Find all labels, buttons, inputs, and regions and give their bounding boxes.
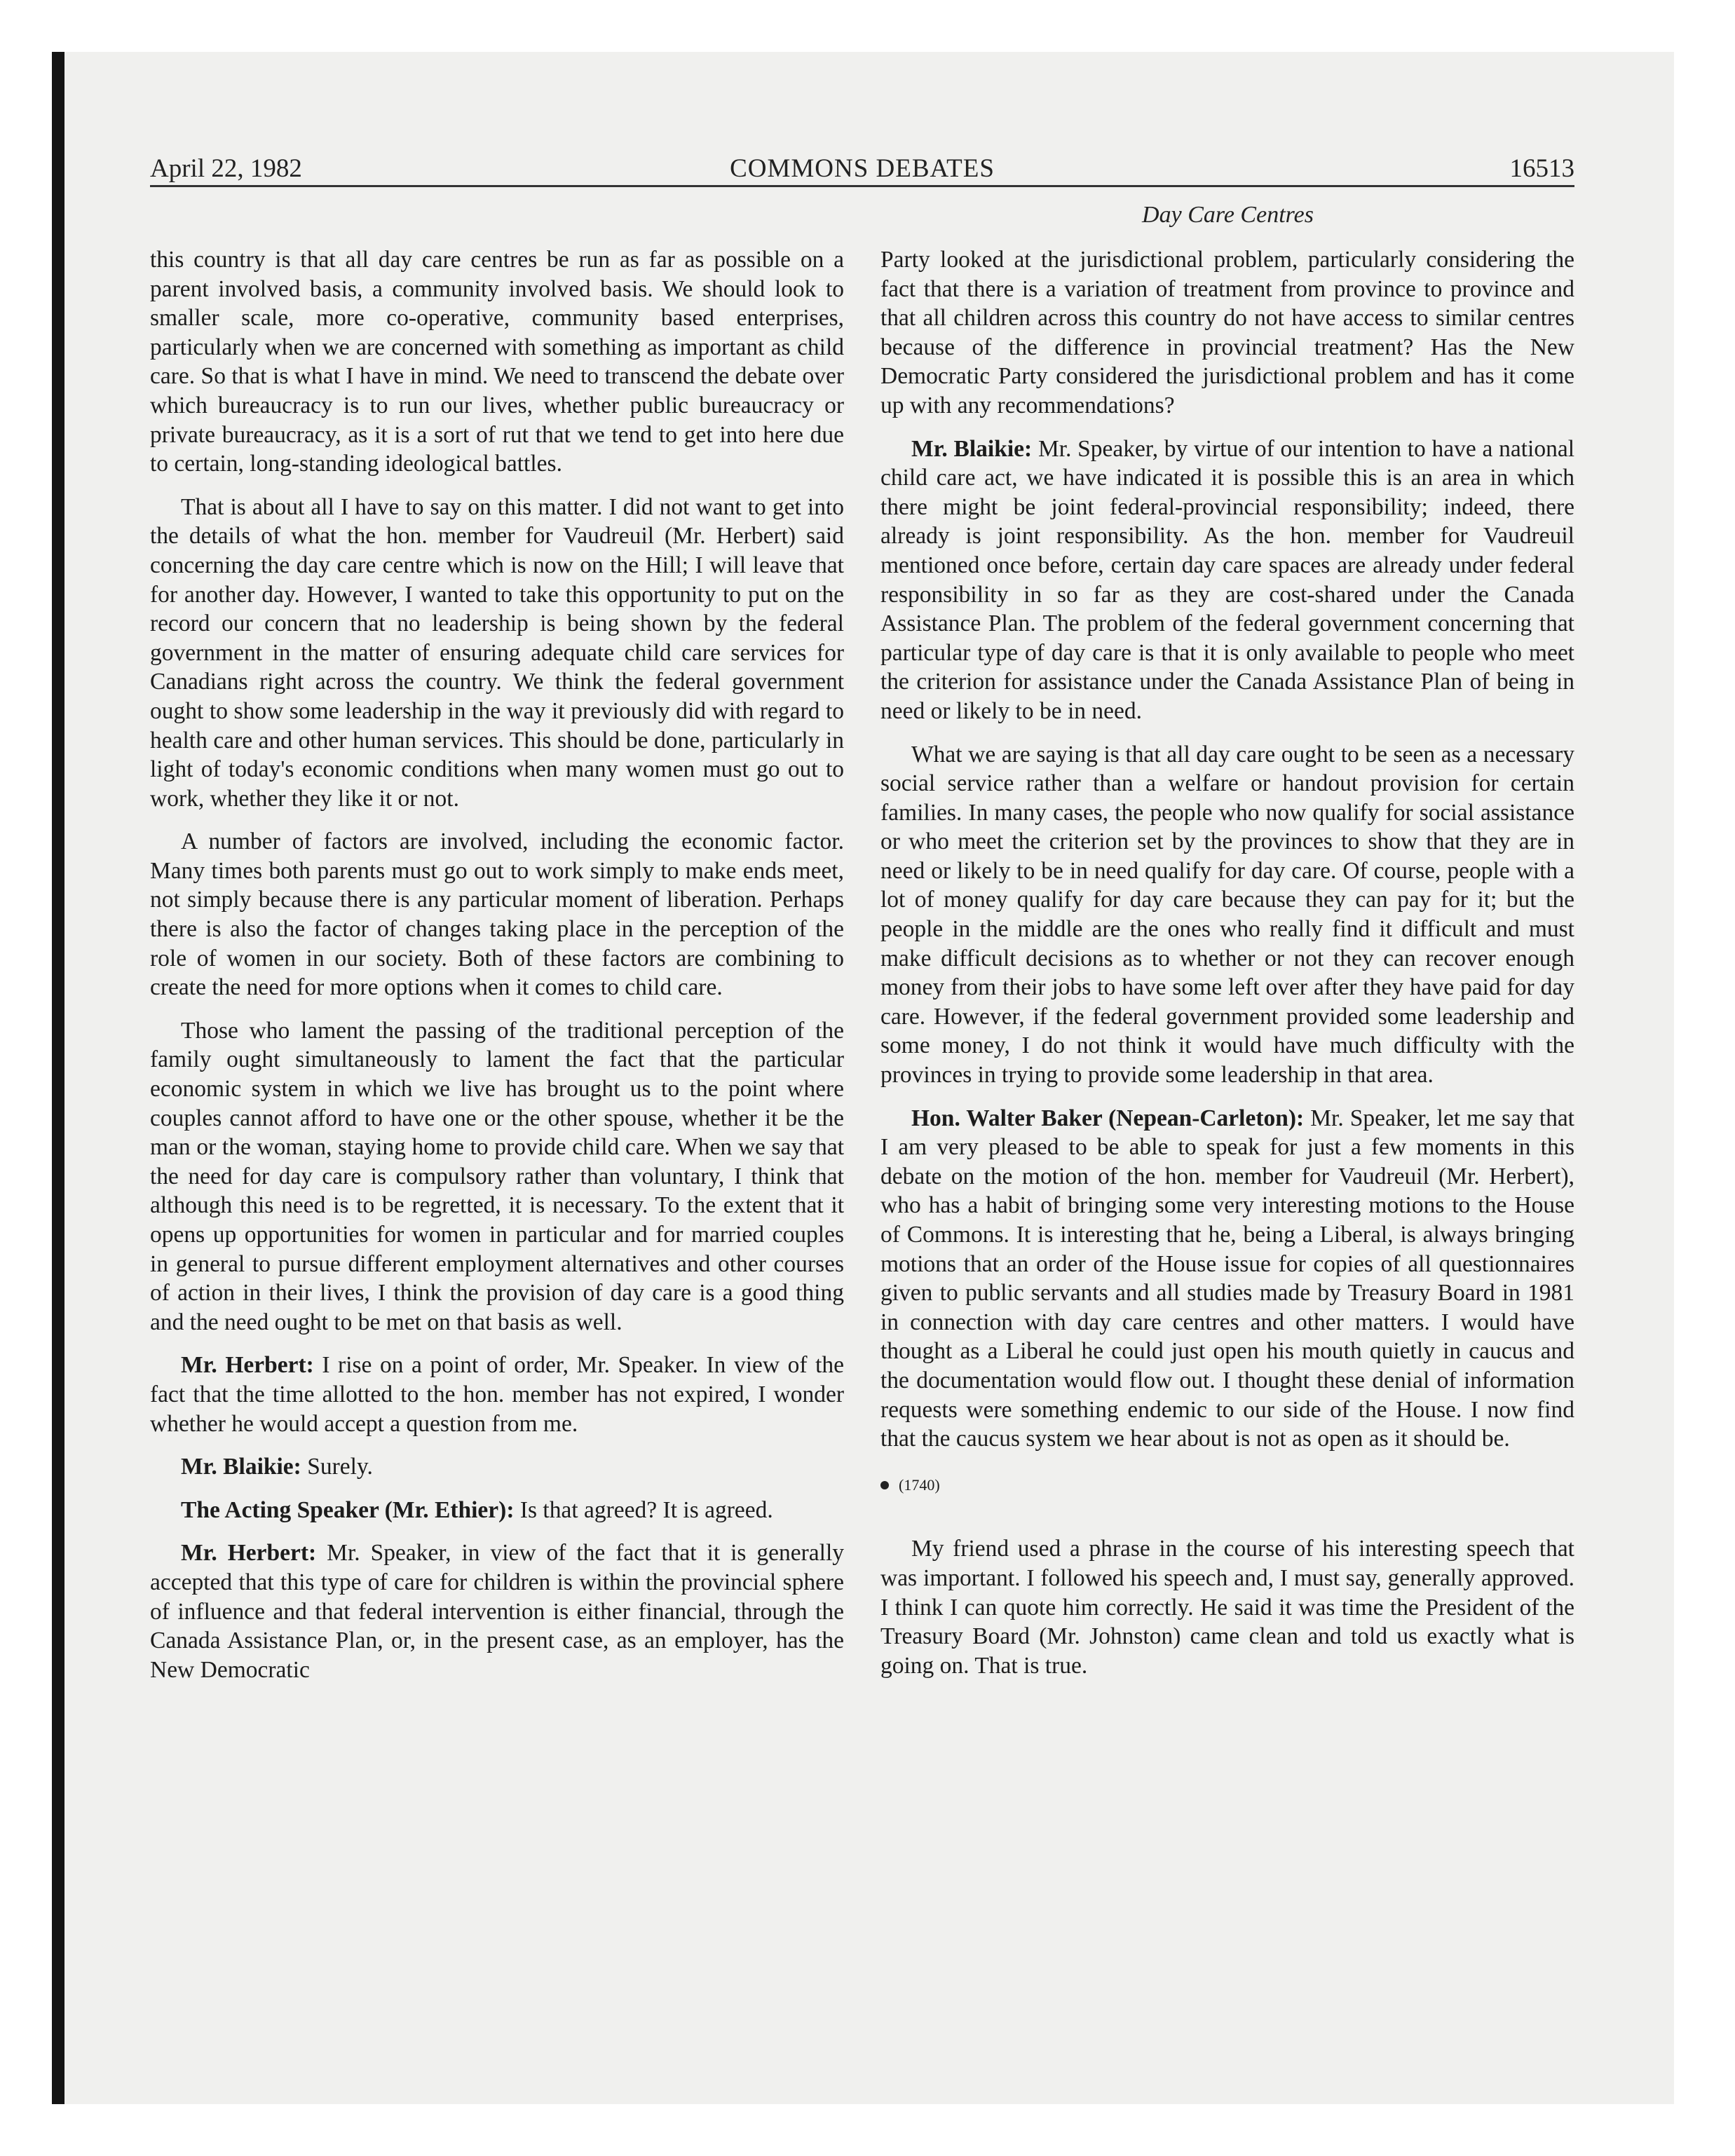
paragraph-text: That is about all I have to say on this matter. I did not want to get into the details of what the hon. member for Vaudreuil (Mr. Herbert) said concerning the day care centre which is now on the Hill; I will leave that for another day. However, I wanted to take this opportunity to put on the record our concern that no leadership is being shown by the federal government in the matter of ensuring adequate child care services for Canadians right across the country. We think the federal government ought to show some leadership in the way it previously did with regard to health care and other human services. This should be done, particularly in light of today's economic conditions when many women must go out to work, whether they like it or not. <box>150 493 844 812</box>
speaker-name: Mr. Herbert: <box>181 1540 317 1567</box>
paragraph <box>150 1351 844 1438</box>
right-column <box>880 245 1574 1694</box>
speaker-name: Mr. Blaikie: <box>911 435 1033 462</box>
speaker-name: Hon. Walter Baker (Nepean-Carleton): <box>911 1105 1305 1131</box>
paragraph-text: Mr. Speaker, let me say that I am very pleased to be able to speak for just a few moments in this debate on the motion of the hon. member for Vaudreuil (Mr. Herbert), who has a habit of bringing some very interesting motions to the House of Commons. It is interesting that he, being a Liberal, is always bringing motions that an order of the House issue for copies of all questionnaires given to public servants and all studies made by Treasury Board in 1981 in connection with day care centres and other matters. I would have thought as a Liberal he could just open his mouth quietly in caucus and the documentation would flow out. I thought these denial of information requests were something endemic to our side of the House. I now find that the caucus system we hear about is not as open as it should be. <box>880 1105 1574 1452</box>
speaker-name: Mr. Herbert: <box>181 1352 314 1379</box>
paragraph <box>150 1496 844 1525</box>
paragraph-text: Mr. Speaker, in view of the fact that it is generally accepted that this type of care for children is within the provincial sphere of influence and that federal intervention is either financial, through the Canada Assistance Plan, or, in the present case, as an employer, has the New Democratic <box>150 1540 845 1683</box>
page-header <box>150 149 1574 188</box>
paragraph <box>150 493 844 814</box>
header-date: April 22, 1982 <box>150 154 302 183</box>
paragraph-text: this country is that all day care centres be run as far as possible on a parent involved basis, a community involved basis. We should look to smaller scale, more co-operative, community based enterprises, particularly when we are concerned with something as important as child care. So that is what I have in mind. We need to transcend the debate over which bureaucracy is to run our lives, whether public bureaucracy or private bureaucracy, as it is a sort of rut that we tend to get into here due to certain, long-standing ideological battles. <box>150 247 844 477</box>
paragraph <box>880 740 1574 1090</box>
paragraph <box>150 245 844 479</box>
paragraph-text: My friend used a phrase in the course of his interesting speech that was important. I followed his speech and, I must say, generally approved. I think I can quote him correctly. He said it was time the President of the Treasury Board (Mr. Johnston) came clean and told us exactly what is going on. That is true. <box>880 1536 1574 1679</box>
speaker-name: Mr. Blaikie: <box>181 1454 301 1480</box>
paragraph-text: Mr. Speaker, by virtue of our intention to have a national child care act, we have indicated it is possible this is an area in which there might be joint federal-provincial responsibility; indeed, there already is joint responsibility. As the hon. member for Vaudreuil mentioned once before, certain day care spaces are already under federal responsibility in so far as they are cost-shared under the Canada Assistance Plan. The problem of the federal government concerning that particular type of day care is that it is only available to people who meet the criterion for assistance under the Canada Assistance Plan of being in need or likely to be in need. <box>880 435 1574 724</box>
section-title: Day Care Centres <box>1142 202 1314 228</box>
paragraph <box>150 1452 844 1482</box>
timestamp-marker <box>880 1471 1574 1500</box>
paragraph-text: Those who lament the passing of the traditional perception of the family ought simultaneously to lament the fact that the particular economic system in which we live has brought us to the point where couples cannot afford to have one or the other spouse, whether it be the man or the woman, staying home to provide child care. When we say that the need for day care is compulsory rather than voluntary, I think that although this need is to be regretted, it is necessary. To the extent that it opens up opportunities for women in particular and for married couples in general to pursue different employment alternatives and other courses of action in their lives, I think the provision of day care is a good thing and the need ought to be met on that basis as well. <box>150 1017 844 1335</box>
bullet-icon <box>880 1481 889 1489</box>
paragraph-text: Party looked at the jurisdictional problem, particularly considering the fact that there is a variation of treatment from province to province and that all children across this country do not have access to similar centres because of the difference in provincial treatment? Has the New Democratic Party considered the jurisdictional problem and has it come up with any recommendations? <box>880 247 1574 418</box>
paragraph <box>880 435 1574 726</box>
header-page-number: 16513 <box>1509 154 1574 183</box>
scan-edge <box>52 52 64 2104</box>
paragraph-text: What we are saying is that all day care ought to be seen as a necessary social service rather than a welfare or handout provision for certain families. In many cases, the people who now qualify for social assistance or who meet the criterion set by the provinces to show that they are in need or likely to be in need qualify for day care. Of course, people with a lot of money qualify for day care because they can pay for it; but the people in the middle are the ones who really find it difficult and must make difficult decisions as to whether or not they can recover enough money from their jobs to have some left over after they have paid for day care. However, if the federal government provided some leadership and some money, I do not think it would have much difficulty with the provinces in trying to provide some leadership in that area. <box>880 741 1574 1089</box>
paragraph <box>150 1016 844 1337</box>
left-column <box>150 245 844 1698</box>
paragraph-text: Is that agreed? It is agreed. <box>519 1496 773 1523</box>
timestamp-text: (1740) <box>899 1475 940 1494</box>
paragraph-text: I rise on a point of order, Mr. Speaker. In view of the fact that the time allotted to the hon. member has not expired, I wonder whether he would accept a question from me. <box>150 1352 845 1437</box>
header-publication: COMMONS DEBATES <box>730 154 995 183</box>
header-rule <box>150 185 1574 187</box>
paragraph <box>880 245 1574 421</box>
paragraph <box>150 827 844 1002</box>
paragraph <box>880 1104 1574 1454</box>
paragraph <box>880 1534 1574 1680</box>
paragraph-text: A number of factors are involved, including the economic factor. Many times both parents must go out to work simply to make ends meet, not simply because there is any particular moment of liberation. Perhaps there is also the factor of changes taking place in the perception of the role of women in our society. Both of these factors are combining to create the need for more options when it comes to child care. <box>150 828 844 1001</box>
paragraph <box>150 1538 844 1684</box>
paragraph-text: Surely. <box>307 1454 373 1480</box>
speaker-name: The Acting Speaker (Mr. Ethier): <box>181 1496 515 1523</box>
